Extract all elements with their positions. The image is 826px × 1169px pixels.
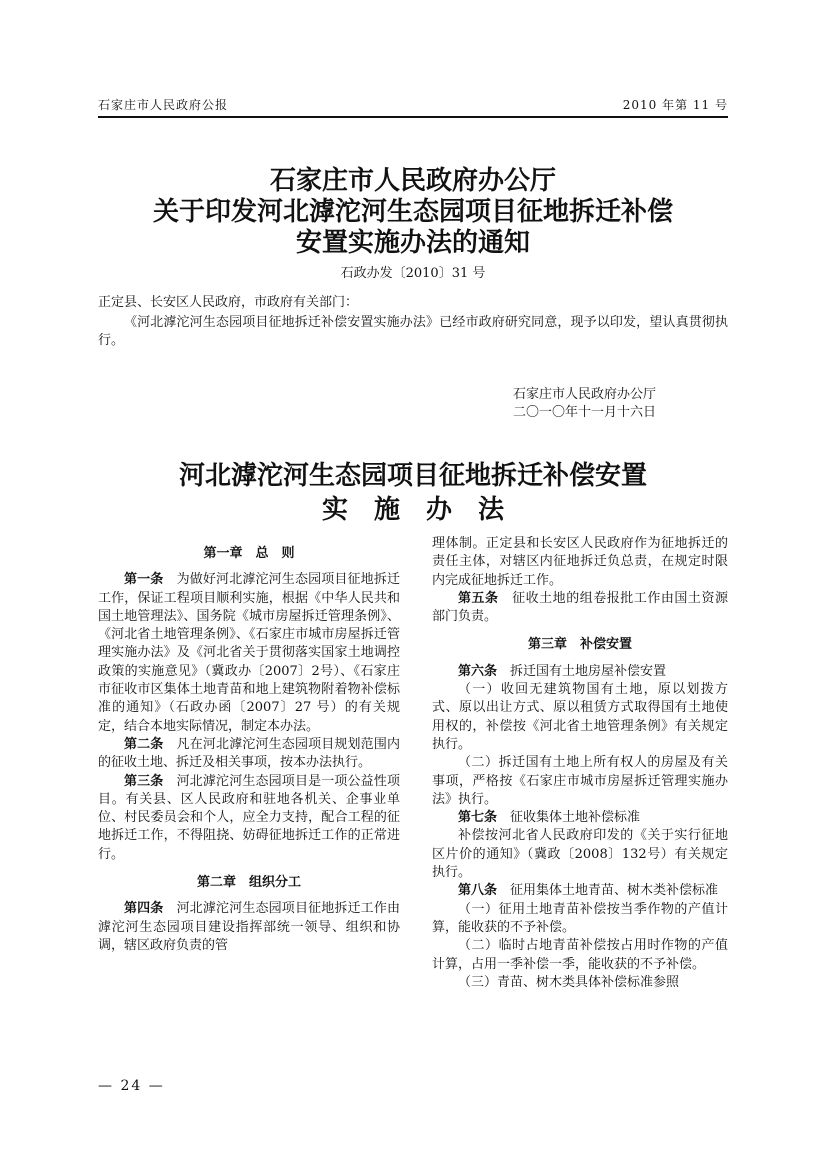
article-1-text: 为做好河北滹沱河生态园项目征地拆迁工作，保证工程项目顺利实施，根据《中华人民共和国土地管理法》、国务院《城市房屋拆迁管理条例》、《河北省土地管理条例》、《石家庄市城市房屋拆迁管理实施办法》及《河北省关于贯彻落实国家土地调控政策的实施意见》（冀政办〔2007〕2号）、《石家庄市征收市区集体土地青苗和地上建筑物附着物补偿标准的通知》（石政办函〔2007〕27 号）的有关规定，结合本地实际情况，制定本办法。 xyxy=(98,572,400,734)
article-6-item-2: （二）拆迁国有土地上所有权人的房屋及有关事项，严格按《石家庄市城市房屋拆迁管理实施办法》执行。 xyxy=(432,755,728,807)
article-2-label: 第二条 xyxy=(124,736,164,752)
article-1-label: 第一条 xyxy=(124,572,164,588)
journal-name: 石家庄市人民政府公报 xyxy=(98,98,229,112)
right-column xyxy=(432,535,728,992)
article-8 xyxy=(432,882,728,900)
article-8-item-2: （二）临时占地青苗补偿按占用时作物的产值计算，占用一季补偿一季，能收获的不予补偿。 xyxy=(432,938,728,972)
article-7-text: 征收集体土地补偿标准 xyxy=(510,810,641,826)
article-2-text: 凡在河北滹沱河生态园项目规划范围内的征收土地、拆迁及相关事项，按本办法执行。 xyxy=(98,736,400,771)
measures-title-line1: 河北滹沱河生态园项目征地拆迁补偿安置 xyxy=(178,461,647,491)
article-7-item-1: 补偿按河北省人民政府印发的《关于实行征地区片价的通知》（冀政〔2008〕132号）有关规定执行。 xyxy=(432,828,728,881)
chapter-3-heading: 第三章 补偿安置 xyxy=(527,637,632,653)
notice-body: 《河北滹沱河生态园项目征地拆迁补偿安置实施办法》已经市政府研究同意，现予以印发，望认真贯彻执行。 xyxy=(98,315,728,348)
article-3-label: 第三条 xyxy=(124,773,164,789)
article-7 xyxy=(432,809,728,827)
page-number: — 24 — xyxy=(98,1078,165,1094)
chapter-1-heading: 第一章 总 则 xyxy=(203,546,295,561)
notice-issuer: 石家庄市人民政府办公厅 xyxy=(513,387,657,402)
article-7-label: 第七条 xyxy=(458,810,498,826)
left-column xyxy=(98,535,400,955)
article-5 xyxy=(432,590,728,627)
measures-title-line2: 实 施 办 法 xyxy=(321,495,504,525)
article-8-text: 征用集体土地青苗、树木类补偿标准 xyxy=(510,883,719,899)
header-rule xyxy=(98,116,728,118)
article-8-item-1: （一）征用土地青苗补偿按当季作物的产值计算，能收获的不予补偿。 xyxy=(432,901,728,935)
notice-date: 二〇一〇年十一月十六日 xyxy=(513,405,657,420)
notice-title-line2: 关于印发河北滹沱河生态园项目征地拆迁补偿 xyxy=(152,197,673,227)
document-number: 石政办发〔2010〕31 号 xyxy=(340,266,486,281)
article-3-text: 河北滹沱河生态园项目是一项公益性项目。有关县、区人民政府和驻地各机关、企事业单位、村民委员会和个人，应全力支持，配合工程的征地拆迁工作，不得阻挠、妨碍征地拆迁工作的正常进行。 xyxy=(98,773,400,862)
article-6-item-1: （一）收回无建筑物国有土地，原以划拨方式、原以出让方式、原以租赁方式取得国有土地使用权的，补偿按《河北省土地管理条例》有关规定执行。 xyxy=(432,682,728,752)
article-5-text: 征收土地的组卷报批工作由国土资源部门负责。 xyxy=(432,590,728,625)
article-4-continued: 理体制。正定县和长安区人民政府作为征地拆迁的责任主体，对辖区内征地拆迁负总责，在规定时限内完成征地拆迁工作。 xyxy=(432,536,728,588)
article-8-item-3: （三）青苗、树木类具体补偿标准参照 xyxy=(458,974,680,990)
article-6-text: 拆迁国有土地房屋补偿安置 xyxy=(510,663,667,679)
notice-title-line1: 石家庄市人民政府办公厅 xyxy=(269,166,556,196)
notice-title-line3: 安置实施办法的通知 xyxy=(295,228,530,258)
article-1 xyxy=(98,571,400,736)
article-8-label: 第八条 xyxy=(458,883,498,899)
article-2 xyxy=(98,736,400,773)
article-3 xyxy=(98,773,400,864)
chapter-2-heading: 第二章 组织分工 xyxy=(196,875,301,891)
article-4-label: 第四条 xyxy=(124,901,164,917)
notice-addressee: 正定县、长安区人民政府，市政府有关部门： xyxy=(98,295,359,310)
issue-number: 2010 年第 11 号 xyxy=(622,98,728,112)
article-6-label: 第六条 xyxy=(458,663,498,679)
article-4-text: 河北滹沱河生态园项目征地拆迁工作由滹沱河生态园项目建设指挥部统一领导、组织和协调，辖区政府负责的管 xyxy=(98,901,400,953)
article-5-label: 第五条 xyxy=(458,590,499,606)
article-6 xyxy=(432,663,728,681)
article-4 xyxy=(98,900,400,955)
